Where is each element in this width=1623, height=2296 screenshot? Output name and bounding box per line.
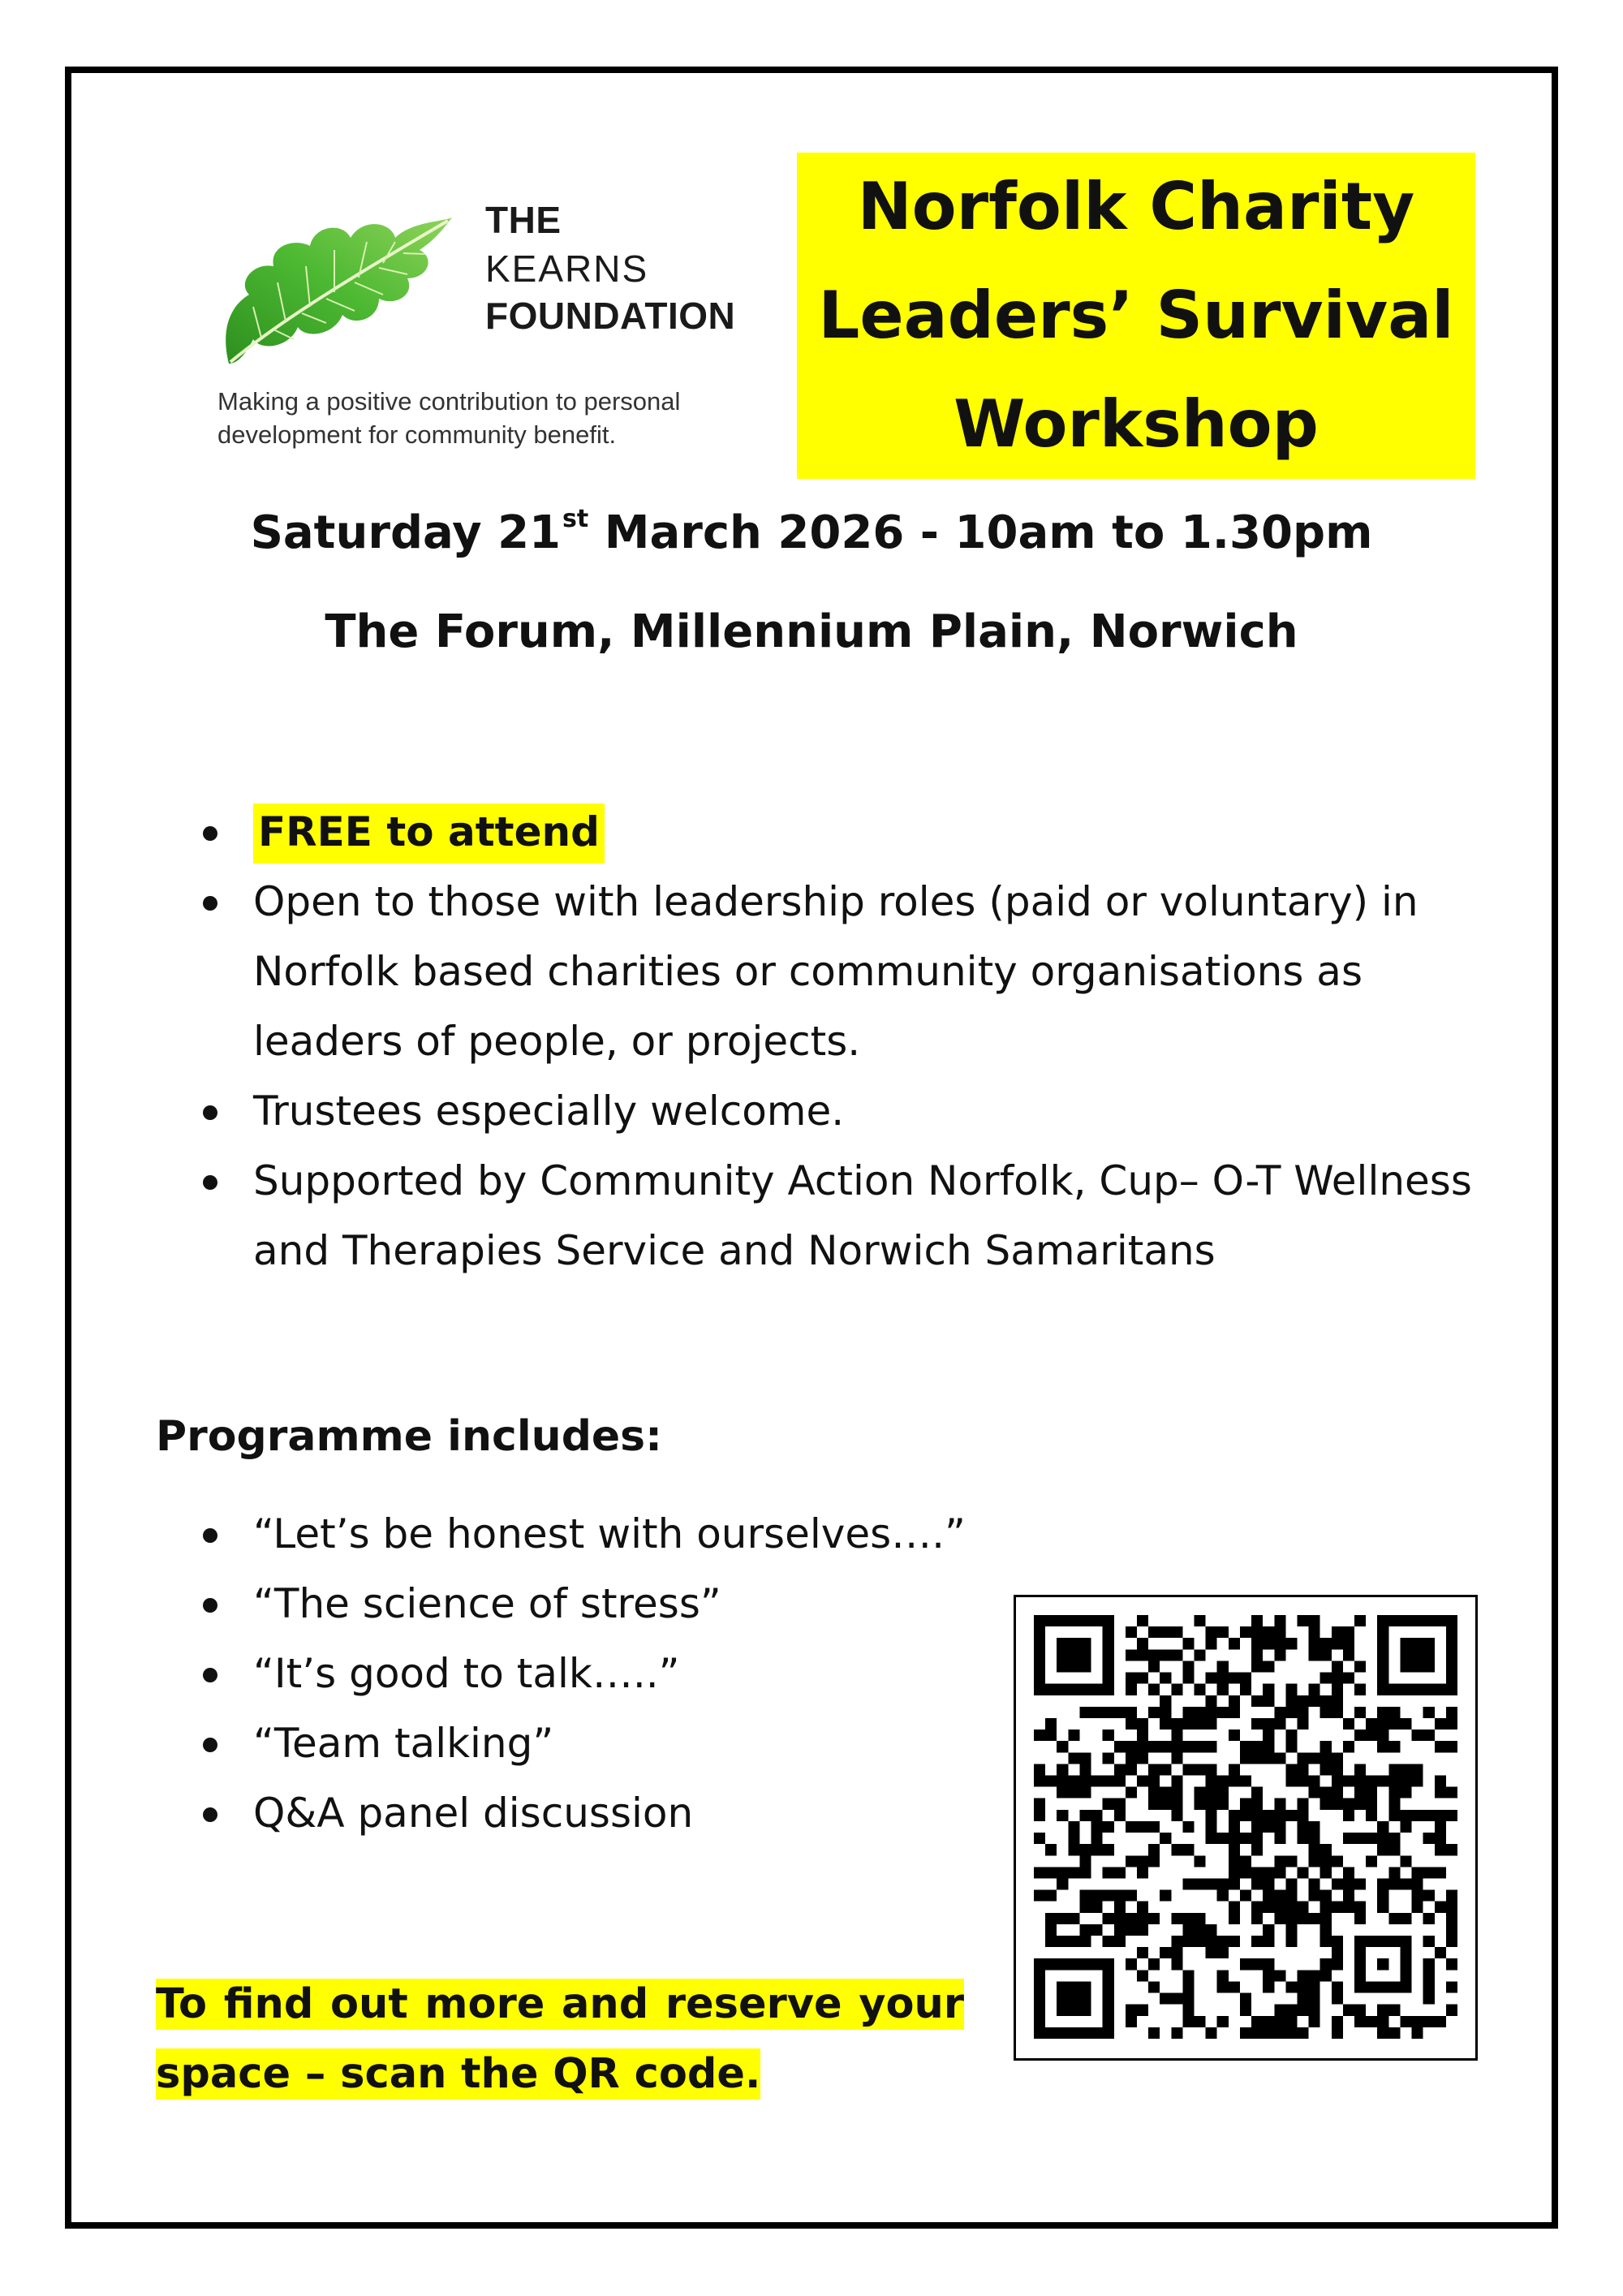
qr-code-icon xyxy=(1034,1615,1457,2039)
programme-heading: Programme includes: xyxy=(156,1412,662,1461)
oak-leaf-icon xyxy=(213,193,456,380)
free-to-attend-highlight: FREE to attend xyxy=(253,803,605,864)
programme-item: “The science of stress” xyxy=(203,1569,1501,1639)
logo-foundation-text: FOUNDATION xyxy=(485,295,736,337)
list-item-free xyxy=(203,797,1501,867)
call-to-action xyxy=(156,1970,964,2109)
workshop-title-box xyxy=(797,153,1475,479)
programme-item: “Let’s be honest with ourselves….” xyxy=(203,1499,1501,1569)
list-item-open: Open to those with leadership roles (paid or voluntary) in Norfolk based charities or community organisations as leaders of people, or projects. xyxy=(203,867,1501,1076)
logo-tagline xyxy=(217,385,786,451)
kearns-foundation-logo xyxy=(213,177,781,461)
title-line-1: Norfolk Charity xyxy=(857,169,1415,244)
title-line-2: Leaders’ Survival xyxy=(818,278,1454,353)
programme-item: “Team talking” xyxy=(203,1708,1501,1778)
call-to-action-text: To find out more and reserve your space – scan the QR code. xyxy=(156,1980,964,2098)
logo-kearns-text: KEARNS xyxy=(485,248,649,290)
logo-the-text: THE xyxy=(485,199,562,241)
date-ordinal: st xyxy=(562,505,589,533)
programme-item: “It’s good to talk…..” xyxy=(203,1639,1501,1708)
workshop-title xyxy=(818,153,1453,479)
info-bullet-list xyxy=(203,797,1501,1286)
programme-item: Q&A panel discussion xyxy=(203,1778,1501,1848)
title-line-3: Workshop xyxy=(954,386,1319,462)
list-item-supported: Supported by Community Action Norfolk, Cup– O-T Wellness and Therapies Service and Norwich Samaritans xyxy=(203,1146,1501,1286)
list-item-trustees: Trustees especially welcome. xyxy=(203,1076,1501,1146)
date-suffix: March 2026 - 10am to 1.30pm xyxy=(588,506,1373,559)
event-venue: The Forum, Millennium Plain, Norwich xyxy=(325,605,1298,658)
qr-code[interactable] xyxy=(1014,1595,1478,2061)
date-prefix: Saturday 21 xyxy=(250,506,562,559)
tagline-line-1: Making a positive contribution to personal xyxy=(217,387,681,416)
event-date-time xyxy=(0,505,1623,559)
tagline-line-2: development for community benefit. xyxy=(217,420,617,449)
